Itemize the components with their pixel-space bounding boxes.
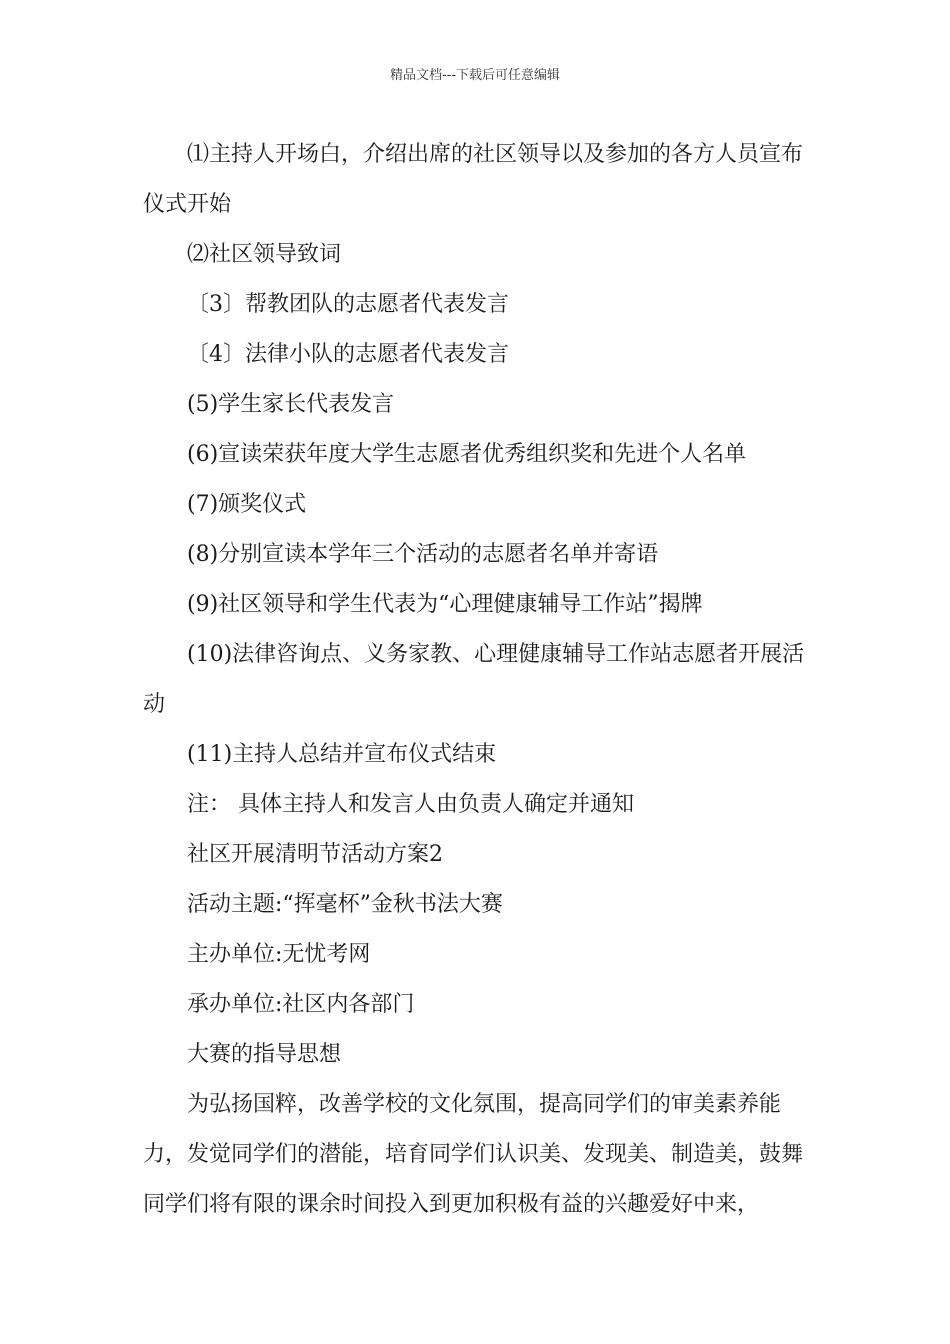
document-body [143, 130, 808, 1230]
paragraph: (11)主持人总结并宣布仪式结束 [187, 742, 497, 767]
section-title: 社区开展清明节活动方案2 [187, 842, 443, 867]
paragraph: (10)法律咨询点、义务家教、心理健康辅导工作站志愿者开展活动 [143, 642, 805, 717]
paragraph: (5)学生家长代表发言 [187, 392, 395, 417]
page-header: 精品文档---下载后可任意编辑 [389, 68, 561, 83]
paragraph: (9)社区领导和学生代表为“心理健康辅导工作站”揭牌 [187, 592, 703, 617]
paragraph: ⑴主持人开场白，介绍出席的社区领导以及参加的各方人员宣布仪式开始 [143, 142, 804, 217]
paragraph: (8)分别宣读本学年三个活动的志愿者名单并寄语 [187, 542, 659, 567]
paragraph: ⑵社区领导致词 [187, 242, 342, 267]
paragraph: 〔4〕法律小队的志愿者代表发言 [187, 342, 509, 367]
paragraph: (7)颁奖仪式 [187, 492, 307, 517]
paragraph: 主办单位:无忧考网 [187, 942, 371, 967]
subsection-title: 大赛的指导思想 [187, 1042, 342, 1067]
paragraph: 承办单位:社区内各部门 [187, 992, 415, 1017]
paragraph: 〔3〕帮教团队的志愿者代表发言 [187, 292, 509, 317]
paragraph: 注： 具体主持人和发言人由负责人确定并通知 [187, 792, 634, 817]
paragraph: (6)宣读荣获年度大学生志愿者优秀组织奖和先进个人名单 [187, 442, 747, 467]
paragraph: 为弘扬国粹，改善学校的文化氛围，提高同学们的审美素养能力，发觉同学们的潜能，培育同学们认识美、发现美、制造美，鼓舞同学们将有限的课余时间投入到更加积极有益的兴趣爱好中来， [143, 1092, 804, 1217]
paragraph: 活动主题:“挥毫杯”金秋书法大赛 [187, 892, 503, 917]
